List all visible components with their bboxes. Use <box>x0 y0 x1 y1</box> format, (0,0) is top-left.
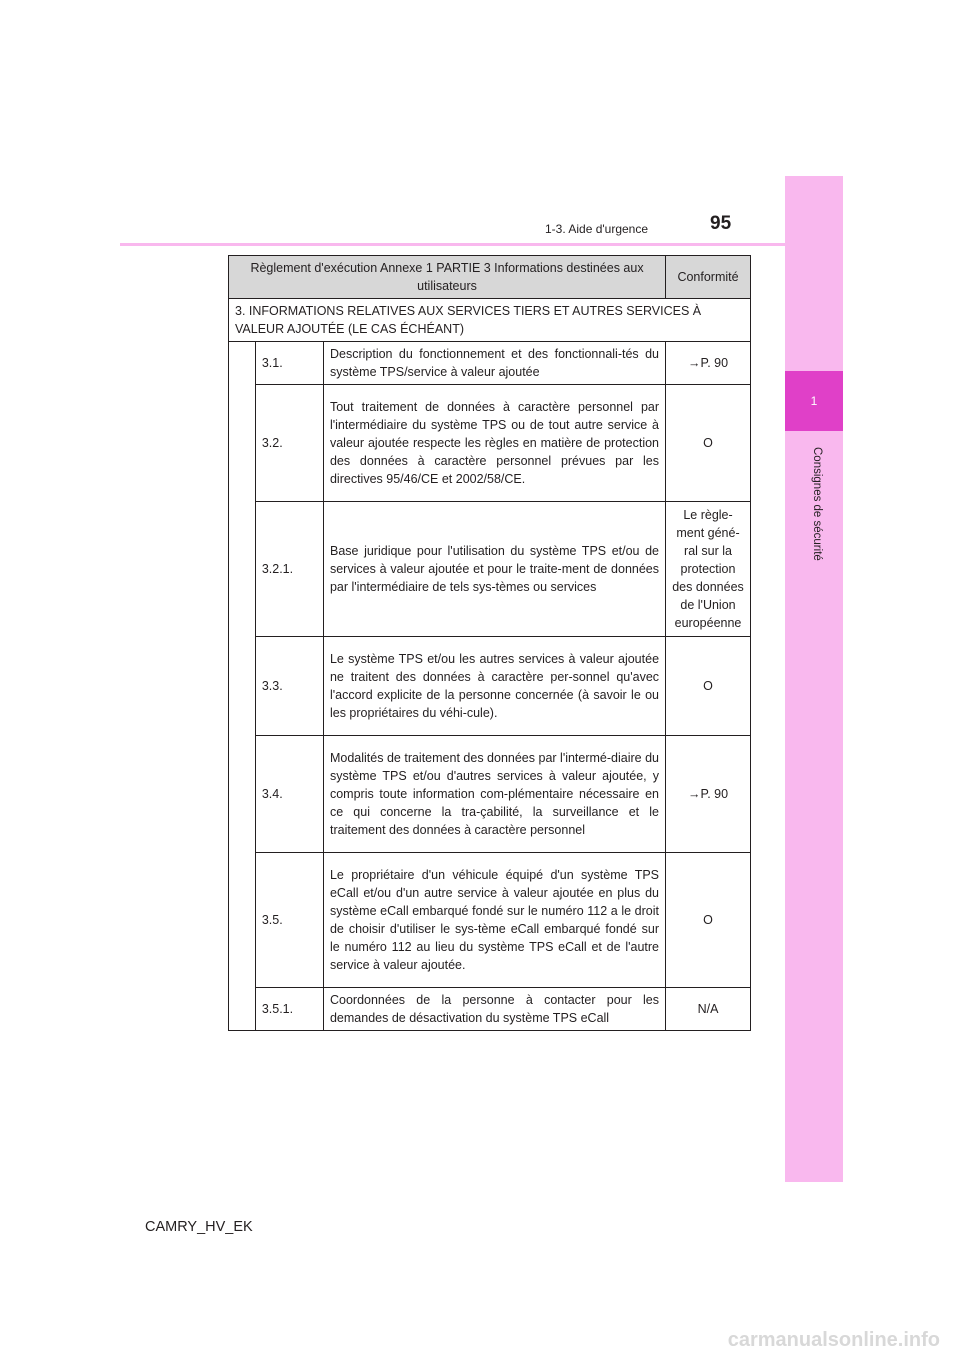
row-number: 3.2. <box>255 385 323 502</box>
row-description: Modalités de traitement des données par l'intermé-diaire du système TPS et/ou d'autres services à valeur ajoutée, y compris toute information com-plémentaire nécessaire en ce qui concerne la tra-çabilité, la surveillance et le traitement des données à caractère personnel <box>323 736 665 853</box>
row-number: 3.5. <box>255 853 323 988</box>
row-conformity: →P. 90 <box>666 342 751 385</box>
row-number: 3.4. <box>255 736 323 853</box>
chapter-label: Consignes de sécurité <box>811 447 823 561</box>
section-title: 3. INFORMATIONS RELATIVES AUX SERVICES TIERS ET AUTRES SERVICES À VALEUR AJOUTÉE (LE CAS ÉCHÉANT) <box>229 299 751 342</box>
row-number: 3.2.1. <box>255 502 323 637</box>
header-regulation: Règlement d'exécution Annexe 1 PARTIE 3 Informations destinées aux utilisateurs <box>229 256 666 299</box>
page-number: 95 <box>710 213 732 234</box>
section-row <box>229 299 751 342</box>
row-conformity: O <box>666 637 751 736</box>
row-description: Base juridique pour l'utilisation du système TPS et/ou de services à valeur ajoutée et pour le traite-ment de données par l'intermédiaire de tels sys-tèmes ou services <box>323 502 665 637</box>
row-number: 3.1. <box>255 342 323 385</box>
header-rule <box>120 243 785 246</box>
watermark-text: carmanualsonline.info <box>727 1329 940 1351</box>
table-row <box>229 342 751 385</box>
table-header-row <box>229 256 751 299</box>
indent-cell <box>229 342 256 1031</box>
row-description: Le système TPS et/ou les autres services à valeur ajoutée ne traitent des données à caractère per-sonnel qu'avec l'accord explicite de la personne concernée (à savoir le ou les propriétaires du véhi-cule). <box>323 637 665 736</box>
table-row <box>229 502 751 637</box>
header-section-title: 1-3. Aide d'urgence <box>545 222 649 236</box>
row-conformity: O <box>666 853 751 988</box>
chapter-number: 1 <box>785 371 843 431</box>
requirements-table <box>228 255 751 1031</box>
row-conformity: →P. 90 <box>666 736 751 853</box>
row-conformity: N/A <box>666 988 751 1031</box>
row-description: Description du fonctionnement et des fonctionnali-tés du système TPS/service à valeur ajoutée <box>323 342 665 385</box>
footer-model-code: CAMRY_HV_EK <box>145 1219 253 1235</box>
row-conformity: O <box>666 385 751 502</box>
table-row <box>229 736 751 853</box>
table-row <box>229 988 751 1031</box>
row-description: Tout traitement de données à caractère personnel par l'intermédiaire du système TPS ou de tout autre service à valeur ajoutée respecte les règles en matière de protection des données à caractère personnel prévues par les directives 95/46/CE et 2002/58/CE. <box>323 385 665 502</box>
side-tab <box>785 176 843 1182</box>
row-description: Coordonnées de la personne à contacter pour les demandes de désactivation du système TPS eCall <box>323 988 665 1031</box>
header-conformity: Conformité <box>666 256 751 299</box>
table-row <box>229 637 751 736</box>
table-row <box>229 853 751 988</box>
row-conformity: Le règle-ment géné-ral sur la protection des données de l'Union européenne <box>666 502 751 637</box>
row-number: 3.3. <box>255 637 323 736</box>
row-number: 3.5.1. <box>255 988 323 1031</box>
table-row <box>229 385 751 502</box>
row-description: Le propriétaire d'un véhicule équipé d'un système TPS eCall et/ou d'un autre service à valeur ajoutée en plus du système eCall embarqué fondé sur le numéro 112 a le droit de choisir d'utiliser le sys-tème eCall embarqué fondé sur le numéro 112 au lieu du système TPS eCall et de l'autre service à valeur ajoutée. <box>323 853 665 988</box>
